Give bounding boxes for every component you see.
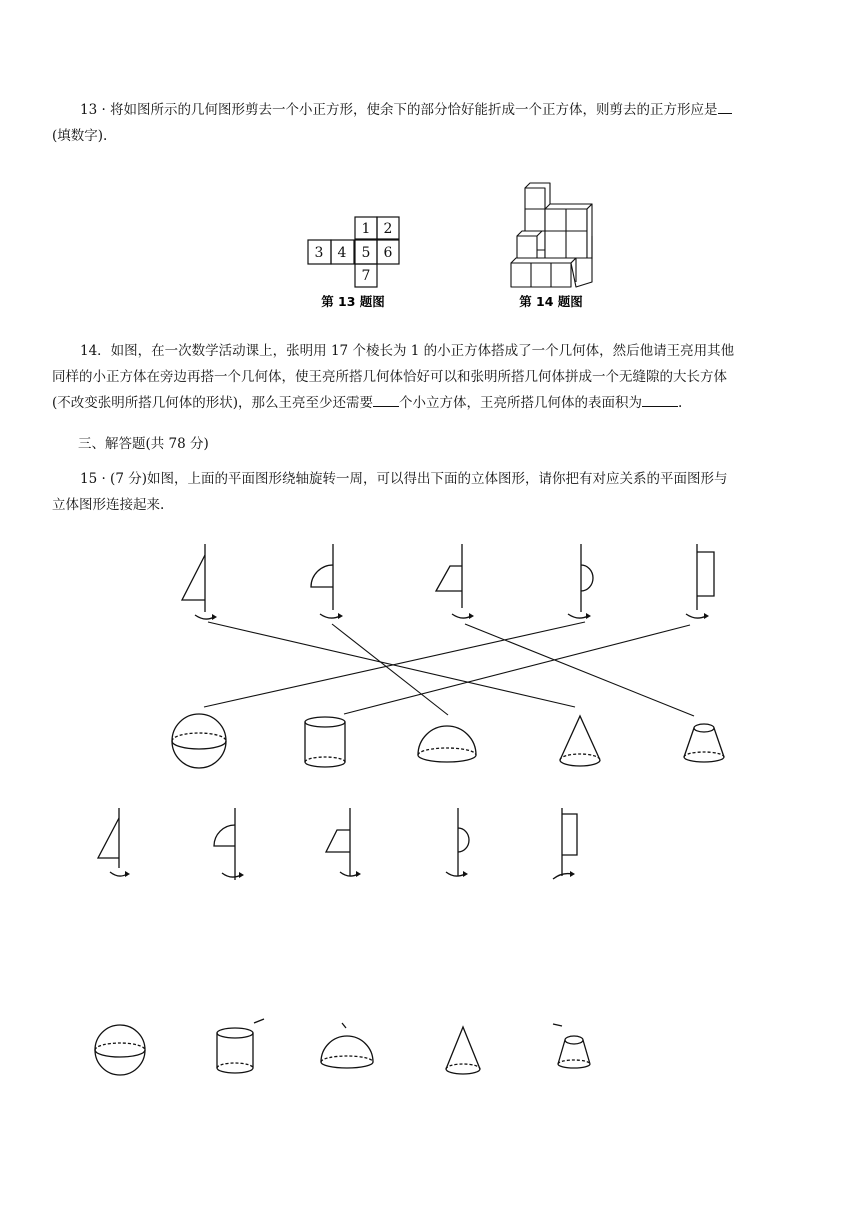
cone-icon-copy (446, 1027, 480, 1074)
question-14-line3c: . (678, 395, 683, 411)
question-14-line1: 14．如图，在一次数学活动课上，张明用 17 个棱长为 1 的小正方体搭成了一个几何体，然后他请王亮用其他 (80, 343, 735, 359)
trapezoid-icon (436, 544, 474, 619)
rectangle-icon-copy (553, 808, 577, 879)
question-13-text-cont: (填数字). (52, 128, 108, 144)
net-label-5: 5 (361, 245, 371, 261)
right-triangle-icon-copy (98, 808, 130, 877)
question-14-line2: 同样的小正方体在旁边再搭一个几何体，使王亮所搭几何体恰好可以和张明所搭几何体拼成一个无缝隙的大长方体 (52, 369, 727, 385)
trapezoid-icon-copy (326, 808, 361, 877)
question-13-text: 13 · 将如图所示的几何图形剪去一个小正方形，使余下的部分恰好能折成一个正方体，则剪去的正方形应是 (80, 102, 718, 118)
question-15-line1: 15 · (7 分)如图，上面的平面图形绕轴旋转一周，可以得出下面的立体图形，请你把有对应关系的平面图形与 (80, 471, 728, 487)
semicircle-icon-copy (446, 808, 469, 877)
connection-line (332, 624, 448, 715)
quarter-circle-icon-copy (214, 808, 244, 880)
cylinder-icon-copy (217, 1019, 264, 1073)
section-heading: 三、解答题(共 78 分) (78, 436, 209, 452)
question-15-line2: 立体图形连接起来. (52, 497, 165, 513)
figure-13-caption: 第 13 题图 (321, 294, 385, 309)
net-label-6: 6 (383, 245, 393, 261)
net-label-4: 4 (337, 245, 347, 261)
sphere-icon (172, 714, 226, 768)
rectangle-icon (686, 544, 714, 619)
semicircle-icon (568, 544, 593, 619)
question-14-line3a: (不改变张明所搭几何体的形状)，那么王亮至少还需要 (52, 395, 374, 411)
question-14-line3b: 个小立方体，王亮所搭几何体的表面积为 (399, 395, 643, 411)
connection-lines (204, 622, 694, 716)
hemisphere-icon-copy (321, 1023, 373, 1068)
figure-14-caption: 第 14 题图 (519, 294, 583, 309)
connection-line (344, 625, 690, 714)
cylinder-icon (305, 717, 345, 767)
hemisphere-icon (418, 726, 476, 762)
net-label-1: 1 (361, 221, 371, 237)
right-triangle-icon (182, 544, 217, 620)
frustum-icon-copy (553, 1024, 590, 1068)
net-label-7: 7 (361, 268, 371, 284)
frustum-icon (684, 724, 724, 762)
net-label-3: 3 (314, 245, 324, 261)
quarter-circle-icon (311, 544, 343, 619)
cone-icon (560, 716, 600, 766)
net-label-2: 2 (383, 221, 393, 237)
sphere-icon-copy (95, 1025, 145, 1075)
connection-line (465, 624, 694, 716)
